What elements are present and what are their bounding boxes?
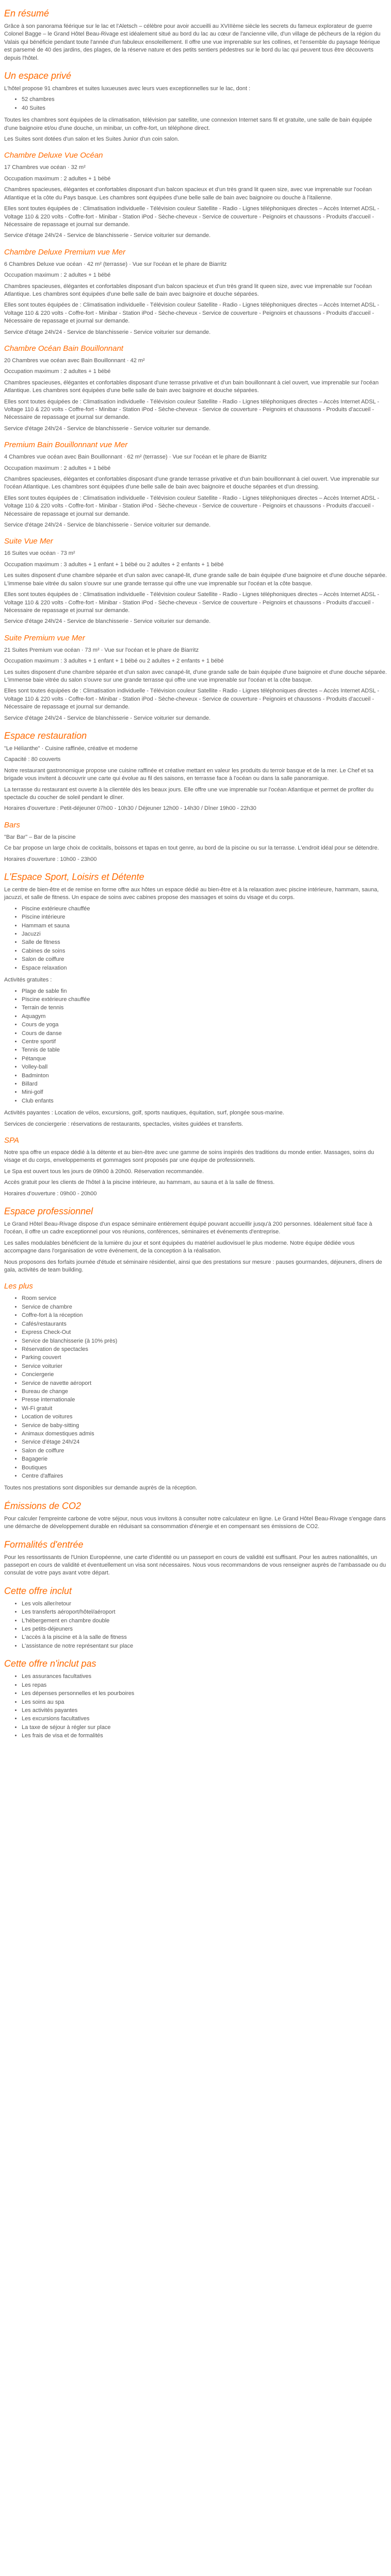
list-item: • Les repas xyxy=(22,1682,387,1689)
list-item: • Cours de danse xyxy=(22,1030,387,1038)
room-specs: 16 Suites vue océan · 73 m² xyxy=(4,550,75,557)
room-section xyxy=(4,440,387,529)
list-item: • Bureau de change xyxy=(22,1388,387,1396)
activities-section xyxy=(4,976,387,1128)
sport-section xyxy=(4,871,387,972)
room-title: Chambre Deluxe Premium vue Mer xyxy=(4,247,126,257)
room-equipment: Elles sont toutes équipées de : Climatisation individuelle - Télévision couleur Satellite - Radio - Lignes téléphoniques directes – Accès Internet ADSL - Voltage 110 & 220 volts - Coffre-fort - Minibar - Station iPod - Sèche-cheveux - Service de couverture - Peignoirs et chaussons - Produits d'accueil - Nécessaire de repassage et journal sur demande. xyxy=(4,688,380,710)
list-item: • Pétanque xyxy=(22,1055,387,1063)
list-item: • Salle de fitness xyxy=(22,939,387,946)
bar-hours: Horaires d'ouverture : 10h00 - 23h00 xyxy=(4,856,97,862)
seminar-description: Les salles modulables bénéficient de la lumière du jour et sont équipées du matériel audiovisuel le plus moderne. Notre équipe dédiée vous accompagne dans l'organisation de votre événement, de la conception à la réalisation. xyxy=(4,1240,355,1255)
plus-title: Les plus xyxy=(4,1282,33,1291)
seminar-intro: Le Grand Hôtel Beau-Rivage dispose d'un espace séminaire entièrement équipé pouvant accueillir jusqu'à 200 personnes. Idéalement situé face à l'océan, il offre un cadre exceptionnel pour vos réunions, conférences, séminaires et événements d'entreprise. xyxy=(4,1221,372,1235)
private-space-list xyxy=(4,96,387,112)
excluded-list xyxy=(4,1673,387,1740)
page xyxy=(0,7,391,1740)
activities-note: Activités payantes : Location de vélos, excursions, golf, sports nautiques, équitation, surf, plongée sous-marine. xyxy=(4,1110,284,1116)
spa-section xyxy=(4,1136,387,1198)
private-space-section xyxy=(4,70,387,143)
list-item: • Badminton xyxy=(22,1072,387,1080)
room-extra: Service d'étage 24h/24 - Service de blanchisserie - Service voiturier sur demande. xyxy=(4,522,211,529)
room-specs: 21 Suites Premium vue océan · 73 m² · Vue sur l'océan et le phare de Biarritz xyxy=(4,647,199,653)
list-item: • Room service xyxy=(22,1295,387,1302)
room-specs: 17 Chambres vue océan · 32 m² xyxy=(4,164,86,171)
seminar-section xyxy=(4,1205,387,1274)
room-description: Les suites disposent d'une chambre séparée et d'un salon avec canapé-lit, d'une grande salle de bain équipée d'une baignoire et d'une douche séparée. L'immense baie vitrée du salon s'ouvre sur une grande terrasse qui offre une vue imprenable sur l'océan et la côte basque. xyxy=(4,572,387,587)
private-space-title: Un espace privé xyxy=(4,71,72,81)
list-item: • Les soins au spa xyxy=(22,1699,387,1706)
co2-text: Pour calculer l'empreinte carbone de votre séjour, nous vous invitons à consulter notre calculateur en ligne. Le Grand Hôtel Beau-Rivage s'engage dans une démarche de développement durable en réduisant sa consommation d'énergie et en compensant ses émissions de CO2. xyxy=(4,1515,386,1530)
list-item: • Bagagerie xyxy=(22,1455,387,1463)
spa-intro: Notre spa offre un espace dédié à la détente et au bien-être avec une gamme de soins inspirés des traditions du monde entier. Massages, soins du visage et du corps, enveloppements et gommages sont proposés par une équipe de professionnels. xyxy=(4,1149,374,1164)
restaurant-terrace: La terrasse du restaurant est ouverte à la clientèle dès les beaux jours. Elle offre une vue imprenable sur l'océan Atlantique et permet de profiter du spectacle du coucher de soleil pendant le dîner. xyxy=(4,786,374,801)
room-occupancy: Occupation maximum : 2 adultes + 1 bébé xyxy=(4,272,111,279)
private-space-note: Toutes les chambres sont équipées de la climatisation, télévision par satellite, une connexion Internet sans fil et gratuite, une salle de bain équipée d'une baignoire et/ou d'une douche, un minibar, un coffre-fort, un téléphone direct. xyxy=(4,117,372,131)
room-title: Suite Premium vue Mer xyxy=(4,633,85,642)
sport-list xyxy=(4,905,387,972)
sport-intro: Le centre de bien-être et de remise en forme offre aux hôtes un espace dédié au bien-être et à la relaxation avec piscine intérieure, hammam, sauna, jacuzzi, et salle de fitness. Un espace de soins avec cabines propose des massages et soins du visage et du corps. xyxy=(4,887,379,901)
list-item: • Conciergerie xyxy=(22,1371,387,1379)
list-item: • Réservation de spectacles xyxy=(22,1346,387,1353)
list-item: • Salon de coiffure xyxy=(22,956,387,963)
list-item: • Espace relaxation xyxy=(22,964,387,972)
list-item: • Club enfants xyxy=(22,1097,387,1105)
room-description: Chambres spacieuses, élégantes et confortables disposant d'une grande terrasse privative et d'un bain bouillonnant à ciel ouvert. Vue imprenable sur l'océan Atlantique. Les chambres sont équipées d'une belle salle de bain avec baignoire et douche séparées et d'un dressing. xyxy=(4,476,380,490)
list-item: • Les activités payantes xyxy=(22,1707,387,1715)
spa-hours: Horaires d'ouverture : 09h00 - 20h00 xyxy=(4,1190,97,1197)
list-item: • 52 chambres xyxy=(22,96,387,104)
activities-list xyxy=(4,988,387,1106)
intro-text: Grâce à son panorama féérique sur le lac et l'Aletsch – célèbre pour avoir accueilli au XVIIIème siècle les secrets du fameux explorateur de guerre Colonel Bagge – le Grand Hôtel Beau-Rivage est idéalement situé au bord du lac au cœur de l'ancienne ville, d'un village de pêcheurs de la région du Valais qui bénéficie pendant toute l'année d'un fabuleux ensoleillement. Il offre une vue imprenable sur les collines, et l'ensemble du paysage féérique est parsemé de 40 des jardins, des plages, de la réserve nature et des petits sentiers pédestres sur le bord du lac qui peuvent tous être découverts depuis l'hôtel. xyxy=(4,23,381,61)
list-item: • Wi-Fi gratuit xyxy=(22,1405,387,1413)
restaurant-capacity: Capacité : 80 couverts xyxy=(4,756,61,763)
list-item: • Les assurances facultatives xyxy=(22,1673,387,1681)
room-section xyxy=(4,150,387,240)
room-specs: 4 Chambres vue océan avec Bain Bouillonnant · 62 m² (terrasse) · Vue sur l'océan et le phare de Biarritz xyxy=(4,454,267,461)
co2-title: Émissions de CO2 xyxy=(4,1500,82,1511)
room-section xyxy=(4,247,387,336)
list-item: • Les excursions facultatives xyxy=(22,1715,387,1723)
list-item: • Les dépenses personnelles et les pourboires xyxy=(22,1690,387,1698)
list-item: • Centre d'affaires xyxy=(22,1472,387,1480)
spa-title: SPA xyxy=(4,1136,19,1145)
list-item: • Piscine extérieure chauffée xyxy=(22,905,387,913)
bars-title: Bars xyxy=(4,820,20,829)
plus-section xyxy=(4,1281,387,1492)
room-title: Suite Vue Mer xyxy=(4,537,53,546)
room-equipment: Elles sont toutes équipées de : Climatisation individuelle - Télévision couleur Satellite - Radio - Lignes téléphoniques directes – Accès Internet ADSL - Voltage 110 & 220 volts - Coffre-fort - Minibar - Station iPod - Sèche-cheveux - Service de couverture - Peignoirs et chaussons - Produits d'accueil - Nécessaire de repassage et journal sur demande. xyxy=(4,398,380,421)
list-item: • Piscine intérieure xyxy=(22,913,387,921)
list-item: • Les vols aller/retour xyxy=(22,1600,387,1608)
list-item: • Centre sportif xyxy=(22,1038,387,1046)
list-item: • Service de baby-sitting xyxy=(22,1422,387,1430)
list-item: • Express Check-Out xyxy=(22,1329,387,1336)
room-occupancy: Occupation maximum : 3 adultes + 1 enfant + 1 bébé ou 2 adultes + 2 enfants + 1 bébé xyxy=(4,561,224,568)
list-item: • Aquagym xyxy=(22,1013,387,1021)
room-title: Chambre Océan Bain Bouillonnant xyxy=(4,344,123,353)
room-extra: Service d'étage 24h/24 - Service de blanchisserie - Service voiturier sur demande. xyxy=(4,425,211,432)
room-extra: Service d'étage 24h/24 - Service de blanchisserie - Service voiturier sur demande. xyxy=(4,329,211,335)
list-item: • L'assistance de notre représentant sur place xyxy=(22,1642,387,1650)
plus-list xyxy=(4,1295,387,1480)
list-item: • Plage de sable fin xyxy=(22,988,387,995)
restaurant-title: Espace restauration xyxy=(4,730,87,741)
list-item: • Billard xyxy=(22,1080,387,1088)
sport-title: L'Espace Sport, Loisirs et Détente xyxy=(4,872,144,883)
list-item: • Location de voitures xyxy=(22,1413,387,1421)
list-item: • L'accès à la piscine et à la salle de fitness xyxy=(22,1634,387,1641)
formalities-text: Pour les ressortissants de l'Union Européenne, une carte d'identité ou un passeport en cours de validité est suffisant. Pour les autres nationalités, un passeport en cours de validité et éventuellement un visa sont nécessaires. Nous vous recommandons de vous renseigner auprès de l'ambassade ou du consulat de votre pays avant votre départ. xyxy=(4,1554,386,1577)
list-item: • L'hébergement en chambre double xyxy=(22,1617,387,1625)
room-extra: Service d'étage 24h/24 - Service de blanchisserie - Service voiturier sur demande. xyxy=(4,618,211,625)
bar-description: Ce bar propose un large choix de cocktails, boissons et tapas en tout genre, au bord de la piscine ou sur la terrasse. L'endroit idéal pour se détendre. xyxy=(4,845,379,852)
list-item: • Salon de coiffure xyxy=(22,1447,387,1455)
list-item: • Coffre-fort à la réception xyxy=(22,1312,387,1319)
room-equipment: Elles sont toutes équipées de : Climatisation individuelle - Télévision couleur Satellite - Radio - Lignes téléphoniques directes – Accès Internet ADSL - Voltage 110 & 220 volts - Coffre-fort - Minibar - Station iPod - Sèche-cheveux - Service de couverture - Peignoirs et chaussons - Produits d'accueil - Nécessaire de repassage et journal sur demande. xyxy=(4,591,380,614)
excluded-section xyxy=(4,1657,387,1740)
list-item: • 40 Suites xyxy=(22,105,387,112)
list-item: • Piscine extérieure chauffée xyxy=(22,996,387,1004)
room-section xyxy=(4,344,387,433)
list-item: • La taxe de séjour à régler sur place xyxy=(22,1724,387,1732)
included-section xyxy=(4,1585,387,1650)
included-list xyxy=(4,1600,387,1650)
room-specs: 20 Chambres vue océan avec Bain Bouillonnant · 42 m² xyxy=(4,357,145,364)
room-occupancy: Occupation maximum : 2 adultes + 1 bébé xyxy=(4,175,111,182)
bar-name: "Bar Bar" – Bar de la piscine xyxy=(4,834,76,840)
list-item: • Service voiturier xyxy=(22,1363,387,1370)
room-title: Premium Bain Bouillonnant vue Mer xyxy=(4,440,128,450)
room-description: Les suites disposent d'une chambre séparée et d'un salon avec canapé-lit, d'une grande salle de bain équipée d'une baignoire et d'une douche séparée. L'immense baie vitrée du salon s'ouvre sur une grande terrasse qui offre une vue imprenable sur l'océan et la côte basque. xyxy=(4,669,387,683)
room-occupancy: Occupation maximum : 2 adultes + 1 bébé xyxy=(4,368,111,375)
list-item: • Service de chambre xyxy=(22,1303,387,1311)
room-description: Chambres spacieuses, élégantes et confortables disposant d'une terrasse privative et d'un bain bouillonnant à ciel ouvert, vue imprenable sur l'océan Atlantique. Les chambres sont équipées d'une belle salle de bain avec baignoire et douche séparées. xyxy=(4,379,379,394)
restaurant-section xyxy=(4,730,387,813)
list-item: • Service de navette aéroport xyxy=(22,1380,387,1387)
list-item: • Cafés/restaurants xyxy=(22,1320,387,1328)
activities-title: Activités gratuites : xyxy=(4,977,52,984)
excluded-title: Cette offre n'inclut pas xyxy=(4,1658,96,1669)
room-extra: Service d'étage 24h/24 - Service de blanchisserie - Service voiturier sur demande. xyxy=(4,232,211,239)
room-title: Chambre Deluxe Vue Océan xyxy=(4,151,103,160)
list-item: • Mini-golf xyxy=(22,1089,387,1096)
seminar-extra: Nous proposons des forfaits journée d'étude et séminaire résidentiel, ainsi que des prestations sur mesure : pauses gourmandes, déjeuners, dîners de gala, activités de team building. xyxy=(4,1259,382,1274)
bars-section xyxy=(4,820,387,863)
list-item: • Cours de yoga xyxy=(22,1021,387,1029)
room-description: Chambres spacieuses, élégantes et confortables disposant d'un balcon spacieux et d'un très grand lit queen size, avec vue imprenable sur l'océan Atlantique. Les chambres sont équipées d'une belle salle de bain avec baignoire et douche séparées. xyxy=(4,283,372,297)
room-extra: Service d'étage 24h/24 - Service de blanchisserie - Service voiturier sur demande. xyxy=(4,715,211,721)
room-specs: 6 Chambres Deluxe vue océan · 42 m² (terrasse) · Vue sur l'océan et le phare de Biarritz xyxy=(4,261,227,267)
included-title: Cette offre inclut xyxy=(4,1585,72,1596)
formalities-title: Formalités d'entrée xyxy=(4,1539,84,1550)
room-equipment: Elles sont toutes équipées de : Climatisation individuelle - Télévision couleur Satellite - Radio - Lignes téléphoniques directes – Accès Internet ADSL - Voltage 110 & 220 volts - Coffre-fort - Minibar - Station iPod - Sèche-cheveux - Service de couverture - Peignoirs et chaussons - Produits d'accueil - Nécessaire de repassage et journal sur demande. xyxy=(4,206,380,228)
list-item: • Animaux domestiques admis xyxy=(22,1430,387,1438)
plus-note: Toutes nos prestations sont disponibles sur demande auprès de la réception. xyxy=(4,1485,198,1492)
room-equipment: Elles sont toutes équipées de : Climatisation individuelle - Télévision couleur Satellite - Radio - Lignes téléphoniques directes – Accès Internet ADSL - Voltage 110 & 220 volts - Coffre-fort - Minibar - Station iPod - Sèche-cheveux - Service de couverture - Peignoirs et chaussons - Produits d'accueil - Nécessaire de repassage et journal sur demande. xyxy=(4,495,380,517)
list-item: • Boutiques xyxy=(22,1464,387,1472)
list-item: • Hammam et sauna xyxy=(22,922,387,930)
list-item: • Volley-ball xyxy=(22,1063,387,1071)
list-item: • Parking couvert xyxy=(22,1354,387,1362)
room-section xyxy=(4,536,387,625)
room-occupancy: Occupation maximum : 2 adultes + 1 bébé xyxy=(4,465,111,471)
seminar-title: Espace professionnel xyxy=(4,1206,93,1217)
private-space-intro: L'hôtel propose 91 chambres et suites luxueuses avec leurs vues exceptionnelles sur le lac, dont : xyxy=(4,86,251,92)
list-item: • Service d'étage 24h/24 xyxy=(22,1438,387,1446)
activities-note: Services de conciergerie : réservations de restaurants, spectacles, visites guidées et transferts. xyxy=(4,1121,243,1127)
list-item: • Les transferts aéroport/hôtel/aéroport xyxy=(22,1608,387,1616)
room-equipment: Elles sont toutes équipées de : Climatisation individuelle - Télévision couleur Satellite - Radio - Lignes téléphoniques directes – Accès Internet ADSL - Voltage 110 & 220 volts - Coffre-fort - Minibar - Station iPod - Sèche-cheveux - Service de couverture - Peignoirs et chaussons - Produits d'accueil - Nécessaire de repassage et journal sur demande. xyxy=(4,302,380,325)
list-item: • Service de blanchisserie (à 10% près) xyxy=(22,1337,387,1345)
list-item: • Les frais de visa et de formalités xyxy=(22,1732,387,1740)
list-item: • Terrain de tennis xyxy=(22,1004,387,1012)
private-space-note: Les Suites sont dotées d'un salon et les Suites Junior d'un coin salon. xyxy=(4,136,180,143)
room-description: Chambres spacieuses, élégantes et confortables disposant d'un balcon spacieux et d'un très grand lit queen size, avec vue imprenable sur l'océan Atlantique et la côte du Pays basque. Les chambres sont équipées d'une belle salle de bain avec baignoire ou douche à l'italienne. xyxy=(4,187,372,201)
list-item: • Tennis de table xyxy=(22,1046,387,1054)
intro-title: En résumé xyxy=(4,8,50,19)
spa-extra: Accès gratuit pour les clients de l'hôtel à la piscine intérieure, au hammam, au sauna et à la salle de fitness. xyxy=(4,1179,275,1186)
room-occupancy: Occupation maximum : 3 adultes + 1 enfant + 1 bébé ou 2 adultes + 2 enfants + 1 bébé xyxy=(4,658,224,665)
list-item: • Jacuzzi xyxy=(22,930,387,938)
room-section xyxy=(4,633,387,722)
restaurant-description: Notre restaurant gastronomique propose une cuisine raffinée et créative mettant en valeur les produits du terroir basque et de la mer. Le Chef et sa brigade vous invitent à découvrir une carte qui évolue au fil des saisons, en terrasse face à l'océan ou dans la salle panoramique. xyxy=(4,767,373,782)
restaurant-subtitle: "Le Hélianthe" · Cuisine raffinée, créative et moderne xyxy=(4,745,138,752)
intro-section xyxy=(4,7,387,62)
restaurant-hours: Horaires d'ouverture : Petit-déjeuner 07h00 - 10h30 / Déjeuner 12h00 - 14h30 / Dîner 19h00 - 22h30 xyxy=(4,805,256,812)
list-item: • Les petits-déjeuners xyxy=(22,1625,387,1633)
list-item: • Cabines de soins xyxy=(22,947,387,955)
list-item: • Presse internationale xyxy=(22,1396,387,1404)
co2-section xyxy=(4,1500,387,1531)
spa-description: Le Spa est ouvert tous les jours de 09h00 à 20h00. Réservation recommandée. xyxy=(4,1168,204,1175)
formalities-section xyxy=(4,1538,387,1578)
